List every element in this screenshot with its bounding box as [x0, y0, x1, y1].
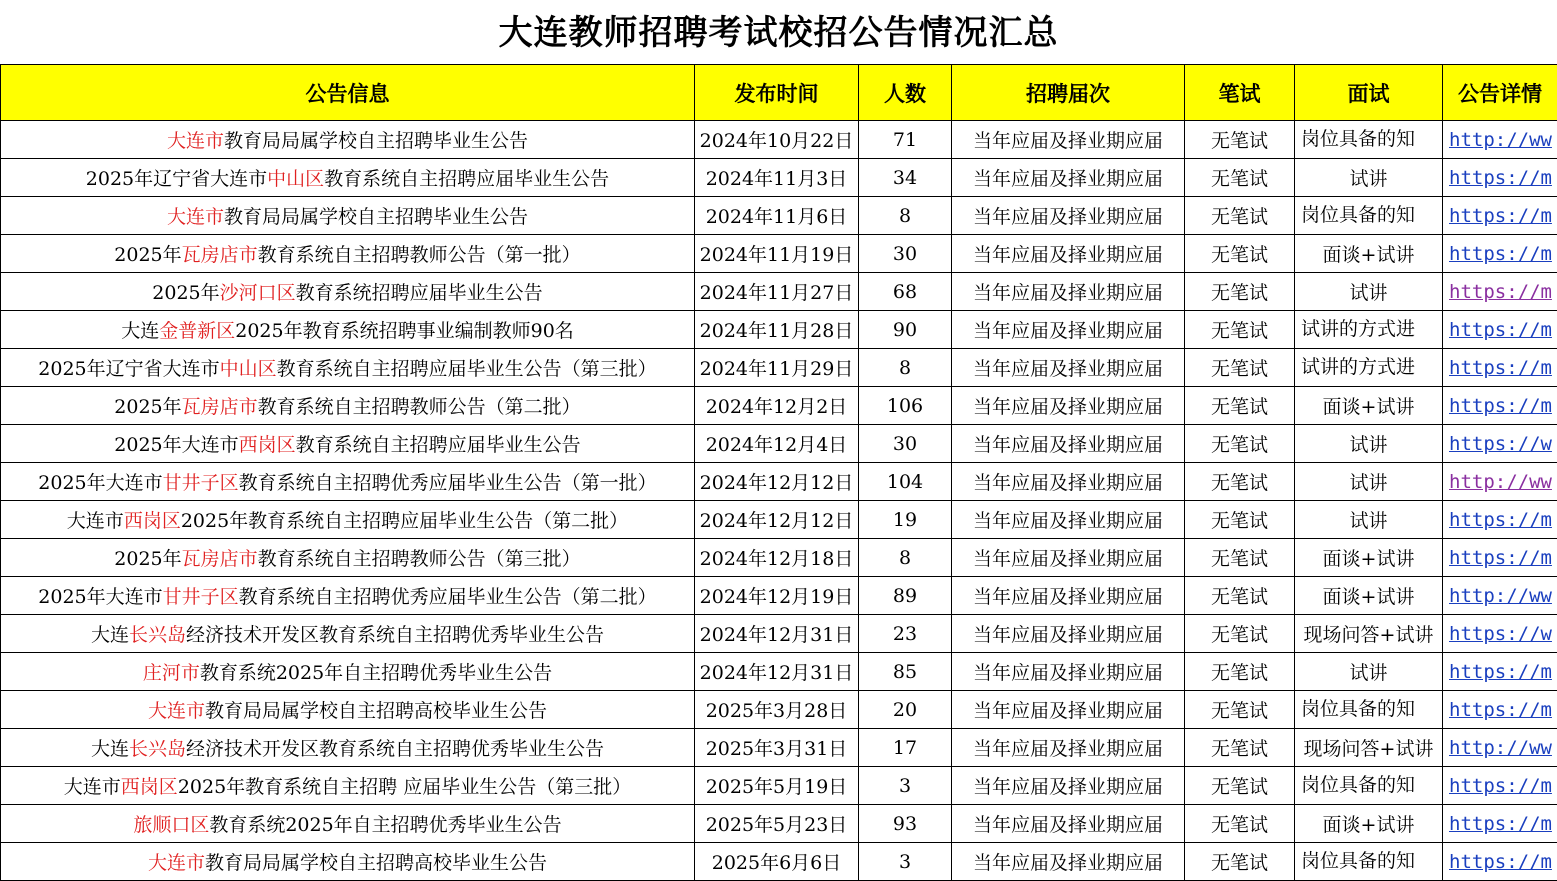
- cell-count[interactable]: 8: [859, 349, 952, 387]
- cell-date[interactable]: 2024年11月3日: [695, 159, 859, 197]
- cell-notice[interactable]: [1, 843, 695, 881]
- cell-batch[interactable]: 当年应届及择业期应届: [952, 463, 1185, 501]
- interview-text: 岗位具备的知: [1301, 849, 1416, 872]
- cell-date[interactable]: 2025年5月23日: [695, 805, 859, 843]
- notice-region-highlight: 西岗区: [238, 434, 296, 456]
- cell-count[interactable]: 8: [859, 539, 952, 577]
- table-row: [1, 311, 1557, 349]
- cell-count[interactable]: 104: [859, 463, 952, 501]
- cell-date[interactable]: 2024年11月19日: [695, 235, 859, 273]
- cell-date[interactable]: 2025年3月28日: [695, 691, 859, 729]
- announcement-table: [0, 64, 1557, 881]
- table-row: [1, 235, 1557, 273]
- cell-batch[interactable]: 当年应届及择业期应届: [952, 273, 1185, 311]
- notice-text: 2025年教育系统自主招聘 应届毕业生公告（第三批）: [177, 776, 632, 798]
- cell-notice[interactable]: [1, 235, 695, 273]
- cell-interview[interactable]: 现场问答+试讲: [1295, 615, 1443, 653]
- table-row: [1, 349, 1557, 387]
- notice-text: 大连市: [63, 776, 121, 798]
- notice-text: 经济技术开发区教育系统自主招聘优秀毕业生公告: [186, 624, 605, 646]
- notice-text: 大连市: [66, 510, 124, 532]
- cell-date[interactable]: 2024年11月27日: [695, 273, 859, 311]
- cell-count[interactable]: 19: [859, 501, 952, 539]
- cell-interview[interactable]: 试讲: [1295, 463, 1443, 501]
- cell-notice[interactable]: [1, 463, 695, 501]
- notice-region-highlight: 中山区: [267, 168, 325, 190]
- notice-text: 2025年辽宁省大连市: [85, 168, 268, 190]
- cell-notice[interactable]: [1, 387, 695, 425]
- cell-link[interactable]: https://m: [1443, 197, 1557, 235]
- notice-text: 2025年大连市: [38, 472, 163, 494]
- notice-text: 2025年大连市: [38, 586, 163, 608]
- cell-link[interactable]: https://m: [1443, 273, 1557, 311]
- cell-count[interactable]: 93: [859, 805, 952, 843]
- cell-date[interactable]: 2025年5月19日: [695, 767, 859, 805]
- cell-interview[interactable]: 试讲: [1295, 425, 1443, 463]
- cell-interview[interactable]: 试讲: [1295, 273, 1443, 311]
- cell-link[interactable]: http://ww: [1443, 577, 1557, 615]
- cell-notice[interactable]: [1, 729, 695, 767]
- cell-date[interactable]: 2024年12月4日: [695, 425, 859, 463]
- header-link[interactable]: 公告详情: [1443, 65, 1557, 121]
- cell-link[interactable]: https://m: [1443, 805, 1557, 843]
- notice-text: 2025年: [152, 282, 220, 304]
- cell-link[interactable]: https://m: [1443, 159, 1557, 197]
- cell-count[interactable]: 8: [859, 197, 952, 235]
- notice-text: 大连: [90, 738, 129, 760]
- header-row: [1, 65, 1557, 121]
- cell-notice[interactable]: [1, 539, 695, 577]
- cell-batch[interactable]: 当年应届及择业期应届: [952, 501, 1185, 539]
- cell-link[interactable]: https://m: [1443, 767, 1557, 805]
- cell-notice[interactable]: [1, 653, 695, 691]
- notice-region-highlight: 沙河口区: [219, 282, 296, 304]
- table-row: [1, 121, 1557, 159]
- cell-notice[interactable]: [1, 349, 695, 387]
- cell-batch[interactable]: 当年应届及择业期应届: [952, 653, 1185, 691]
- cell-link[interactable]: https://m: [1443, 387, 1557, 425]
- cell-link[interactable]: https://m: [1443, 653, 1557, 691]
- table-row: [1, 767, 1557, 805]
- cell-date[interactable]: 2024年12月31日: [695, 653, 859, 691]
- cell-written[interactable]: 无笔试: [1185, 805, 1295, 843]
- notice-text: 教育局局属学校自主招聘毕业生公告: [224, 130, 529, 152]
- interview-text: 岗位具备的知: [1301, 773, 1416, 796]
- cell-interview[interactable]: 面谈+试讲: [1295, 539, 1443, 577]
- notice-text: 2025年: [114, 548, 182, 570]
- interview-text: 试讲的方式进: [1301, 317, 1416, 340]
- interview-text: 试讲的方式进: [1301, 355, 1416, 378]
- cell-notice[interactable]: [1, 501, 695, 539]
- cell-batch[interactable]: 当年应届及择业期应届: [952, 615, 1185, 653]
- notice-region-highlight: 瓦房店市: [181, 396, 258, 418]
- table-row: [1, 539, 1557, 577]
- notice-text: 教育局局属学校自主招聘高校毕业生公告: [205, 852, 548, 874]
- cell-written[interactable]: 无笔试: [1185, 159, 1295, 197]
- header-interview[interactable]: 面试: [1295, 65, 1443, 121]
- notice-region-highlight: 旅顺口区: [133, 814, 210, 836]
- cell-link[interactable]: https://w: [1443, 425, 1557, 463]
- notice-text: 教育系统自主招聘应届毕业生公告（第三批）: [276, 358, 657, 380]
- cell-link[interactable]: https://m: [1443, 235, 1557, 273]
- cell-notice[interactable]: [1, 615, 695, 653]
- cell-batch[interactable]: 当年应届及择业期应届: [952, 691, 1185, 729]
- cell-batch[interactable]: 当年应届及择业期应届: [952, 349, 1185, 387]
- cell-date[interactable]: 2024年11月6日: [695, 197, 859, 235]
- cell-count[interactable]: 23: [859, 615, 952, 653]
- cell-written[interactable]: 无笔试: [1185, 311, 1295, 349]
- notice-text: 大连: [121, 320, 160, 342]
- cell-notice[interactable]: [1, 159, 695, 197]
- table-row: [1, 691, 1557, 729]
- cell-interview[interactable]: 现场问答+试讲: [1295, 729, 1443, 767]
- header-batch[interactable]: 招聘届次: [952, 65, 1185, 121]
- cell-written[interactable]: 无笔试: [1185, 197, 1295, 235]
- page-title: 大连教师招聘考试校招公告情况汇总: [498, 13, 1059, 53]
- cell-interview[interactable]: [1295, 767, 1443, 805]
- notice-text: 经济技术开发区教育系统自主招聘优秀毕业生公告: [186, 738, 605, 760]
- cell-count[interactable]: 3: [859, 843, 952, 881]
- notice-region-highlight: 大连市: [166, 206, 224, 228]
- table-row: [1, 729, 1557, 767]
- cell-count[interactable]: 85: [859, 653, 952, 691]
- cell-count[interactable]: 3: [859, 767, 952, 805]
- cell-batch[interactable]: 当年应届及择业期应届: [952, 539, 1185, 577]
- interview-text: 岗位具备的知: [1301, 203, 1416, 226]
- notice-text: 教育系统招聘应届毕业生公告: [295, 282, 543, 304]
- cell-count[interactable]: 90: [859, 311, 952, 349]
- cell-batch[interactable]: 当年应届及择业期应届: [952, 805, 1185, 843]
- notice-text: 教育系统自主招聘教师公告（第三批）: [257, 548, 581, 570]
- cell-batch[interactable]: 当年应届及择业期应届: [952, 767, 1185, 805]
- cell-date[interactable]: 2024年12月12日: [695, 463, 859, 501]
- cell-date[interactable]: 2024年12月31日: [695, 615, 859, 653]
- cell-link[interactable]: https://m: [1443, 843, 1557, 881]
- notice-region-highlight: 大连市: [166, 130, 224, 152]
- notice-region-highlight: 西岗区: [123, 510, 181, 532]
- cell-batch[interactable]: 当年应届及择业期应届: [952, 159, 1185, 197]
- cell-notice[interactable]: [1, 805, 695, 843]
- table-row: [1, 197, 1557, 235]
- notice-text: 教育系统自主招聘应届毕业生公告: [324, 168, 610, 190]
- cell-count[interactable]: 34: [859, 159, 952, 197]
- table-row: [1, 463, 1557, 501]
- cell-notice[interactable]: [1, 311, 695, 349]
- cell-written[interactable]: 无笔试: [1185, 539, 1295, 577]
- cell-date[interactable]: 2024年11月28日: [695, 311, 859, 349]
- cell-link[interactable]: http://ww: [1443, 729, 1557, 767]
- notice-text: 教育系统自主招聘教师公告（第二批）: [257, 396, 581, 418]
- notice-region-highlight: 甘井子区: [162, 472, 239, 494]
- notice-region-highlight: 瓦房店市: [181, 548, 258, 570]
- cell-batch[interactable]: 当年应届及择业期应届: [952, 387, 1185, 425]
- table-row: [1, 843, 1557, 881]
- cell-notice[interactable]: [1, 273, 695, 311]
- notice-region-highlight: 瓦房店市: [181, 244, 258, 266]
- cell-interview[interactable]: [1295, 843, 1443, 881]
- cell-link[interactable]: https://w: [1443, 615, 1557, 653]
- notice-region-highlight: 大连市: [147, 700, 205, 722]
- cell-link[interactable]: https://m: [1443, 691, 1557, 729]
- cell-interview[interactable]: 试讲: [1295, 501, 1443, 539]
- table-row: [1, 577, 1557, 615]
- cell-link[interactable]: https://m: [1443, 501, 1557, 539]
- cell-interview[interactable]: [1295, 197, 1443, 235]
- cell-link[interactable]: https://m: [1443, 311, 1557, 349]
- cell-written[interactable]: 无笔试: [1185, 843, 1295, 881]
- cell-written[interactable]: 无笔试: [1185, 235, 1295, 273]
- notice-text: 教育系统2025年自主招聘优秀毕业生公告: [199, 662, 553, 684]
- cell-batch[interactable]: 当年应届及择业期应届: [952, 577, 1185, 615]
- notice-text: 大连: [90, 624, 129, 646]
- cell-date[interactable]: 2025年6月6日: [695, 843, 859, 881]
- cell-written[interactable]: 无笔试: [1185, 425, 1295, 463]
- cell-count[interactable]: 20: [859, 691, 952, 729]
- cell-interview[interactable]: 面谈+试讲: [1295, 577, 1443, 615]
- cell-written[interactable]: 无笔试: [1185, 501, 1295, 539]
- cell-interview[interactable]: [1295, 349, 1443, 387]
- cell-interview[interactable]: 试讲: [1295, 653, 1443, 691]
- cell-batch[interactable]: 当年应届及择业期应届: [952, 425, 1185, 463]
- cell-notice[interactable]: [1, 121, 695, 159]
- header-written[interactable]: 笔试: [1185, 65, 1295, 121]
- notice-text: 2025年辽宁省大连市: [38, 358, 220, 380]
- cell-date[interactable]: 2024年11月29日: [695, 349, 859, 387]
- interview-text: 岗位具备的知: [1301, 127, 1416, 150]
- notice-text: 2025年教育系统自主招聘应届毕业生公告（第二批）: [180, 510, 629, 532]
- cell-count[interactable]: 17: [859, 729, 952, 767]
- cell-interview[interactable]: 面谈+试讲: [1295, 387, 1443, 425]
- cell-date[interactable]: 2024年12月18日: [695, 539, 859, 577]
- cell-written[interactable]: 无笔试: [1185, 349, 1295, 387]
- table-row: [1, 653, 1557, 691]
- cell-notice[interactable]: [1, 767, 695, 805]
- cell-date[interactable]: 2024年10月22日: [695, 121, 859, 159]
- notice-text: 教育系统2025年自主招聘优秀毕业生公告: [209, 814, 562, 836]
- cell-count[interactable]: 30: [859, 425, 952, 463]
- notice-text: 2025年: [114, 244, 182, 266]
- table-row: [1, 425, 1557, 463]
- cell-batch[interactable]: 当年应届及择业期应届: [952, 311, 1185, 349]
- cell-date[interactable]: 2024年12月19日: [695, 577, 859, 615]
- notice-region-highlight: 金普新区: [159, 320, 236, 342]
- cell-link[interactable]: https://m: [1443, 349, 1557, 387]
- notice-text: 教育局局属学校自主招聘高校毕业生公告: [205, 700, 548, 722]
- cell-written[interactable]: 无笔试: [1185, 463, 1295, 501]
- cell-batch[interactable]: 当年应届及择业期应届: [952, 729, 1185, 767]
- notice-text: 教育系统自主招聘优秀应届毕业生公告（第二批）: [238, 586, 657, 608]
- header-date[interactable]: 发布时间: [695, 65, 859, 121]
- cell-notice[interactable]: [1, 425, 695, 463]
- cell-count[interactable]: 30: [859, 235, 952, 273]
- cell-written[interactable]: 无笔试: [1185, 387, 1295, 425]
- cell-notice[interactable]: [1, 577, 695, 615]
- cell-date[interactable]: 2024年12月12日: [695, 501, 859, 539]
- cell-written[interactable]: 无笔试: [1185, 691, 1295, 729]
- header-notice[interactable]: 公告信息: [1, 65, 695, 121]
- cell-interview[interactable]: 面谈+试讲: [1295, 235, 1443, 273]
- notice-region-highlight: 甘井子区: [162, 586, 239, 608]
- cell-link[interactable]: https://m: [1443, 539, 1557, 577]
- notice-region-highlight: 庄河市: [142, 662, 200, 684]
- notice-region-highlight: 中山区: [219, 358, 277, 380]
- cell-written[interactable]: 无笔试: [1185, 653, 1295, 691]
- notice-text: 2025年大连市: [114, 434, 239, 456]
- cell-link[interactable]: http://ww: [1443, 121, 1557, 159]
- cell-notice[interactable]: [1, 691, 695, 729]
- table-row: [1, 159, 1557, 197]
- cell-interview[interactable]: 面谈+试讲: [1295, 805, 1443, 843]
- cell-interview[interactable]: [1295, 691, 1443, 729]
- table-row: [1, 805, 1557, 843]
- table-row: [1, 387, 1557, 425]
- cell-notice[interactable]: [1, 197, 695, 235]
- cell-date[interactable]: 2025年3月31日: [695, 729, 859, 767]
- notice-region-highlight: 长兴岛: [128, 624, 186, 646]
- notice-region-highlight: 长兴岛: [128, 738, 186, 760]
- notice-text: 教育系统自主招聘优秀应届毕业生公告（第一批）: [238, 472, 657, 494]
- cell-link[interactable]: http://ww: [1443, 463, 1557, 501]
- cell-written[interactable]: 无笔试: [1185, 577, 1295, 615]
- cell-interview[interactable]: [1295, 311, 1443, 349]
- table-row: [1, 273, 1557, 311]
- notice-text: 2025年教育系统招聘事业编制教师90名: [235, 320, 574, 342]
- notice-text: 2025年: [114, 396, 182, 418]
- notice-text: 教育系统自主招聘教师公告（第一批）: [257, 244, 581, 266]
- table-body: [1, 121, 1557, 881]
- cell-written[interactable]: 无笔试: [1185, 729, 1295, 767]
- cell-written[interactable]: 无笔试: [1185, 273, 1295, 311]
- notice-region-highlight: 西岗区: [120, 776, 178, 798]
- cell-count[interactable]: 106: [859, 387, 952, 425]
- interview-text: 岗位具备的知: [1301, 697, 1416, 720]
- cell-written[interactable]: 无笔试: [1185, 767, 1295, 805]
- cell-written[interactable]: 无笔试: [1185, 615, 1295, 653]
- notice-text: 教育局局属学校自主招聘毕业生公告: [224, 206, 529, 228]
- cell-batch[interactable]: 当年应届及择业期应届: [952, 235, 1185, 273]
- cell-date[interactable]: 2024年12月2日: [695, 387, 859, 425]
- table-row: [1, 501, 1557, 539]
- cell-written[interactable]: 无笔试: [1185, 121, 1295, 159]
- cell-batch[interactable]: 当年应届及择业期应届: [952, 121, 1185, 159]
- cell-interview[interactable]: [1295, 121, 1443, 159]
- cell-count[interactable]: 89: [859, 577, 952, 615]
- cell-batch[interactable]: 当年应届及择业期应届: [952, 197, 1185, 235]
- header-count[interactable]: 人数: [859, 65, 952, 121]
- notice-region-highlight: 大连市: [147, 852, 205, 874]
- table-row: [1, 615, 1557, 653]
- cell-count[interactable]: 68: [859, 273, 952, 311]
- cell-interview[interactable]: 试讲: [1295, 159, 1443, 197]
- cell-count[interactable]: 71: [859, 121, 952, 159]
- cell-batch[interactable]: 当年应届及择业期应届: [952, 843, 1185, 881]
- notice-text: 教育系统自主招聘应届毕业生公告: [295, 434, 581, 456]
